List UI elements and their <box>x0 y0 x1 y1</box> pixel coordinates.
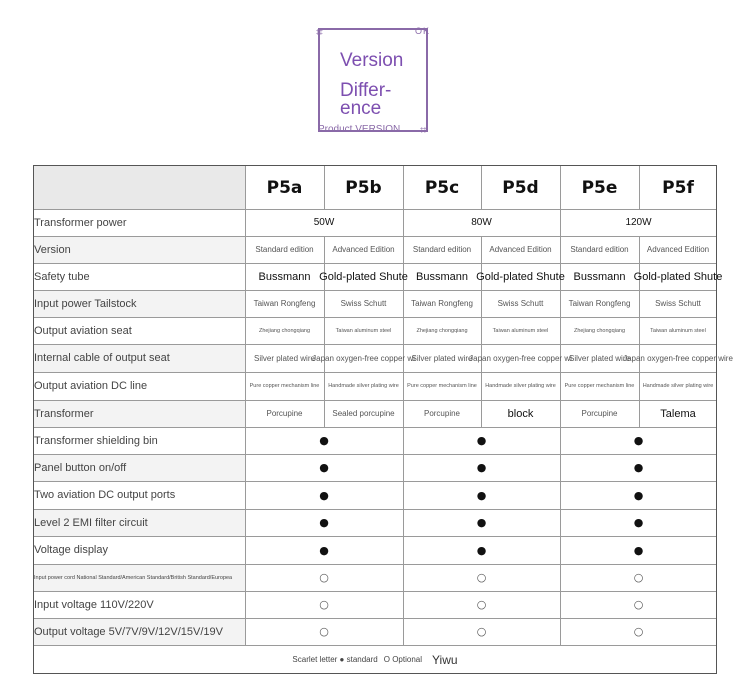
emblem-title-line-1: Version <box>340 50 404 71</box>
legend-optional: O Optional <box>383 655 422 664</box>
standard-bullet-icon: ● <box>319 461 329 474</box>
table-cell: Taiwan aluminum steel <box>650 327 706 334</box>
table-cell: Silver plated wire <box>569 353 630 363</box>
table-cell: Taiwan aluminum steel <box>335 327 392 334</box>
row-label-panel-button: Panel button on/off <box>34 461 127 474</box>
table-cell: Sealed porcupine <box>332 409 395 418</box>
row-label-dc-line: Output aviation DC line <box>34 380 148 392</box>
table-cell: Bussmann <box>416 270 468 283</box>
table-cell: Bussmann <box>573 270 626 283</box>
emblem-ok-mark: OK <box>414 26 430 36</box>
table-cell: Japan oxygen-free copper wire <box>623 353 733 363</box>
table-cell: Standard edition <box>570 245 629 254</box>
table-cell: Swiss Schutt <box>497 299 544 308</box>
table-cell: Zhejiang chongqiang <box>416 327 468 334</box>
row-label-transformer-power: Transformer power <box>34 216 127 229</box>
standard-bullet-icon: ● <box>476 461 487 474</box>
optional-circle-icon: ○ <box>633 598 644 611</box>
row-label-transformer: Transformer <box>34 407 94 420</box>
table-cell: block <box>507 407 534 420</box>
table-cell: Taiwan Rongfeng <box>253 299 316 308</box>
table-cell: Swiss Schutt <box>655 299 701 308</box>
row-label-voltage-display: Voltage display <box>34 544 108 556</box>
table-cell: Silver plated wire <box>411 353 473 363</box>
standard-bullet-icon: ● <box>319 488 329 502</box>
row-label-input-voltage: Input voltage 110V/220V <box>34 598 154 611</box>
column-header-p5f: P5f <box>662 177 694 198</box>
row-label-safety-tube: Safety tube <box>34 270 90 283</box>
table-cell: Advanced Edition <box>646 245 710 254</box>
column-header-p5c: P5c <box>424 177 460 198</box>
table-cell: Standard edition <box>412 245 472 254</box>
table-cell: Zhejiang chongqiang <box>573 327 626 334</box>
emblem-subtitle: Product VERSION <box>318 124 401 135</box>
row-label-internal-cable: Internal cable of output seat <box>34 352 170 364</box>
table-cell: Standard edition <box>255 245 314 254</box>
standard-bullet-icon: ● <box>319 543 329 557</box>
table-cell: Bussmann <box>258 270 311 283</box>
standard-bullet-icon: ● <box>319 516 329 529</box>
row-label-input-tailstock: Input power Tailstock <box>34 297 137 310</box>
knot-ornament-icon: ⌗ <box>316 25 323 39</box>
standard-bullet-icon: ● <box>633 434 644 447</box>
table-cell: Zhejiang chongqiang <box>258 327 311 334</box>
table-cell: 120W <box>625 217 652 228</box>
table-cell: Gold-plated Shute <box>476 270 565 283</box>
column-header-p5a: P5a <box>266 177 303 198</box>
standard-bullet-icon: ● <box>476 516 487 529</box>
optional-circle-icon: ○ <box>476 625 487 638</box>
row-label-output-seat: Output aviation seat <box>34 324 132 337</box>
table-cell: Taiwan Rongfeng <box>411 299 473 308</box>
knot-ornament-icon: ⌗ <box>420 123 427 137</box>
optional-circle-icon: ○ <box>476 571 487 584</box>
standard-bullet-icon: ● <box>476 434 487 447</box>
version-difference-emblem <box>316 25 430 137</box>
table-cell: 80W <box>471 217 492 228</box>
table-cell: Porcupine <box>581 409 618 418</box>
table-cell: Gold-plated Shute <box>319 270 408 283</box>
table-cell: Swiss Schutt <box>340 299 387 308</box>
row-label-emi-filter: Level 2 EMI filter circuit <box>34 516 148 529</box>
optional-circle-icon: ○ <box>633 571 644 584</box>
table-cell: Gold-plated Shute <box>633 270 723 283</box>
brand-text: Yiwu <box>432 652 458 667</box>
standard-bullet-icon: ● <box>633 543 644 557</box>
optional-circle-icon: ○ <box>319 598 329 611</box>
standard-bullet-icon: ● <box>476 488 487 502</box>
table-cell: 50W <box>313 217 335 228</box>
optional-circle-icon: ○ <box>319 571 329 584</box>
table-cell: Japan oxygen-free copper wi <box>469 353 572 363</box>
table-cell: Taiwan Rongfeng <box>568 299 631 308</box>
table-cell: Advanced Edition <box>332 245 395 254</box>
table-cell: Handmade silver plating wire <box>328 383 399 389</box>
header-row-bg <box>34 166 245 209</box>
standard-bullet-icon: ● <box>633 488 644 502</box>
optional-circle-icon: ○ <box>476 598 487 611</box>
emblem-title-line-2: Differ- <box>340 80 392 101</box>
table-cell: Talema <box>660 407 696 420</box>
table-cell: Japan oxygen-free copper wi <box>312 353 415 363</box>
table-cell: Porcupine <box>266 409 303 418</box>
optional-circle-icon: ○ <box>319 625 329 638</box>
version-comparison-table <box>33 165 733 674</box>
column-header-p5b: P5b <box>345 177 382 198</box>
table-cell: Taiwan aluminum steel <box>492 327 549 334</box>
table-cell: Silver plated wire <box>254 353 315 363</box>
column-header-p5d: P5d <box>502 177 539 198</box>
table-cell: Handmade silver plating wire <box>485 383 556 389</box>
standard-bullet-icon: ● <box>476 543 487 557</box>
row-label-shielding-bin: Transformer shielding bin <box>34 434 158 447</box>
optional-circle-icon: ○ <box>633 625 644 638</box>
column-header-p5e: P5e <box>581 177 618 198</box>
row-label-power-cord: Input power cord National Standard/American Standard/British Standard/Europea <box>34 574 233 581</box>
standard-bullet-icon: ● <box>633 516 644 529</box>
row-label-output-voltage: Output voltage 5V/7V/9V/12V/15V/19V <box>34 625 223 638</box>
table-cell: Pure copper mechanism line <box>407 383 477 389</box>
table-footer-legend <box>34 645 716 674</box>
table-cell: Pure copper mechanism line <box>564 383 635 389</box>
table-cell: Advanced Edition <box>489 245 552 254</box>
emblem-title-line-3: ence <box>340 98 382 119</box>
row-label-dc-ports: Two aviation DC output ports <box>34 489 176 501</box>
row-label-version: Version <box>34 243 71 256</box>
standard-bullet-icon: ● <box>319 434 329 447</box>
table-cell: Handmade silver plating wire <box>642 383 714 389</box>
table-cell: Pure copper mechanism line <box>249 383 320 389</box>
legend-standard: Scarlet letter ● standard <box>292 655 378 664</box>
standard-bullet-icon: ● <box>633 461 644 474</box>
table-cell: Porcupine <box>423 409 461 418</box>
